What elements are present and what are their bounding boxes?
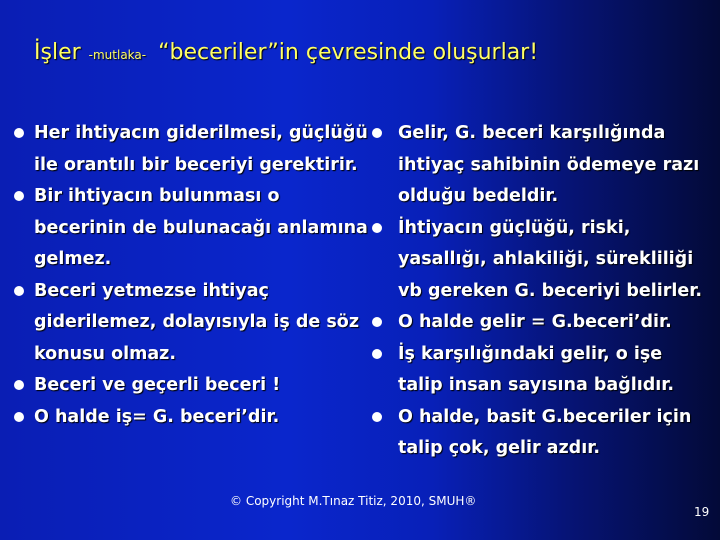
bullet-item [370, 213, 706, 308]
bullet-icon [372, 349, 382, 359]
bullet-text: Beceri yetmezse ihtiyaç giderilemez, dolayısıyla iş de söz konusu olmaz. [34, 280, 360, 364]
right-bullet-list [370, 118, 706, 465]
bullet-text: Her ihtiyacın giderilmesi, güçlüğü ile orantılı bir beceriyi gerektirir. [34, 123, 368, 175]
bullet-text: O halde iş= G. beceri’dir. [34, 406, 280, 427]
bullet-icon [14, 412, 24, 422]
bullet-item [370, 339, 706, 402]
bullet-text: İş karşılığındaki gelir, o işe talip insan sayısına bağlıdır. [398, 343, 675, 395]
bullet-item [14, 370, 370, 402]
left-bullet-list [14, 118, 370, 433]
title-part-1: İşler [34, 40, 81, 65]
bullet-text: Beceri ve geçerli beceri ! [34, 375, 281, 395]
bullet-icon [14, 128, 24, 138]
bullet-item [370, 402, 706, 465]
title-part-2: -mutlaka- [88, 48, 147, 62]
bullet-icon [14, 191, 24, 201]
bullet-text: O halde gelir = G.beceri’dir. [398, 312, 672, 332]
bullet-text: Gelir, G. beceri karşılığında ihtiyaç sahibinin ödemeye razı olduğu bedeldir. [398, 123, 700, 206]
slide-title [34, 40, 538, 65]
bullet-item [14, 181, 370, 276]
bullet-icon [372, 412, 382, 422]
bullet-text: Bir ihtiyacın bulunması o becerinin de bulunacağı anlamına gelmez. [34, 186, 368, 269]
copyright-footer: © Copyright M.Tınaz Titiz, 2010, SMUH® [230, 494, 477, 508]
bullet-item [14, 118, 370, 181]
bullet-item [370, 307, 706, 339]
bullet-icon [372, 317, 382, 327]
bullet-item [14, 276, 370, 371]
title-part-3: “beceriler”in çevresinde oluşurlar! [158, 40, 539, 65]
bullet-icon [372, 128, 382, 138]
bullet-icon [14, 286, 24, 296]
bullet-text: İhtiyacın güçlüğü, riski, yasallığı, ahlakiliği, sürekliliği vb gereken G. beceriyi belirler. [398, 217, 703, 301]
bullet-icon [372, 223, 382, 233]
bullet-icon [14, 380, 24, 390]
bullet-item [370, 118, 706, 213]
bullet-item [14, 402, 370, 434]
bullet-text: O halde, basit G.beceriler için talip çok, gelir azdır. [398, 406, 692, 458]
page-number: 19 [694, 505, 710, 519]
